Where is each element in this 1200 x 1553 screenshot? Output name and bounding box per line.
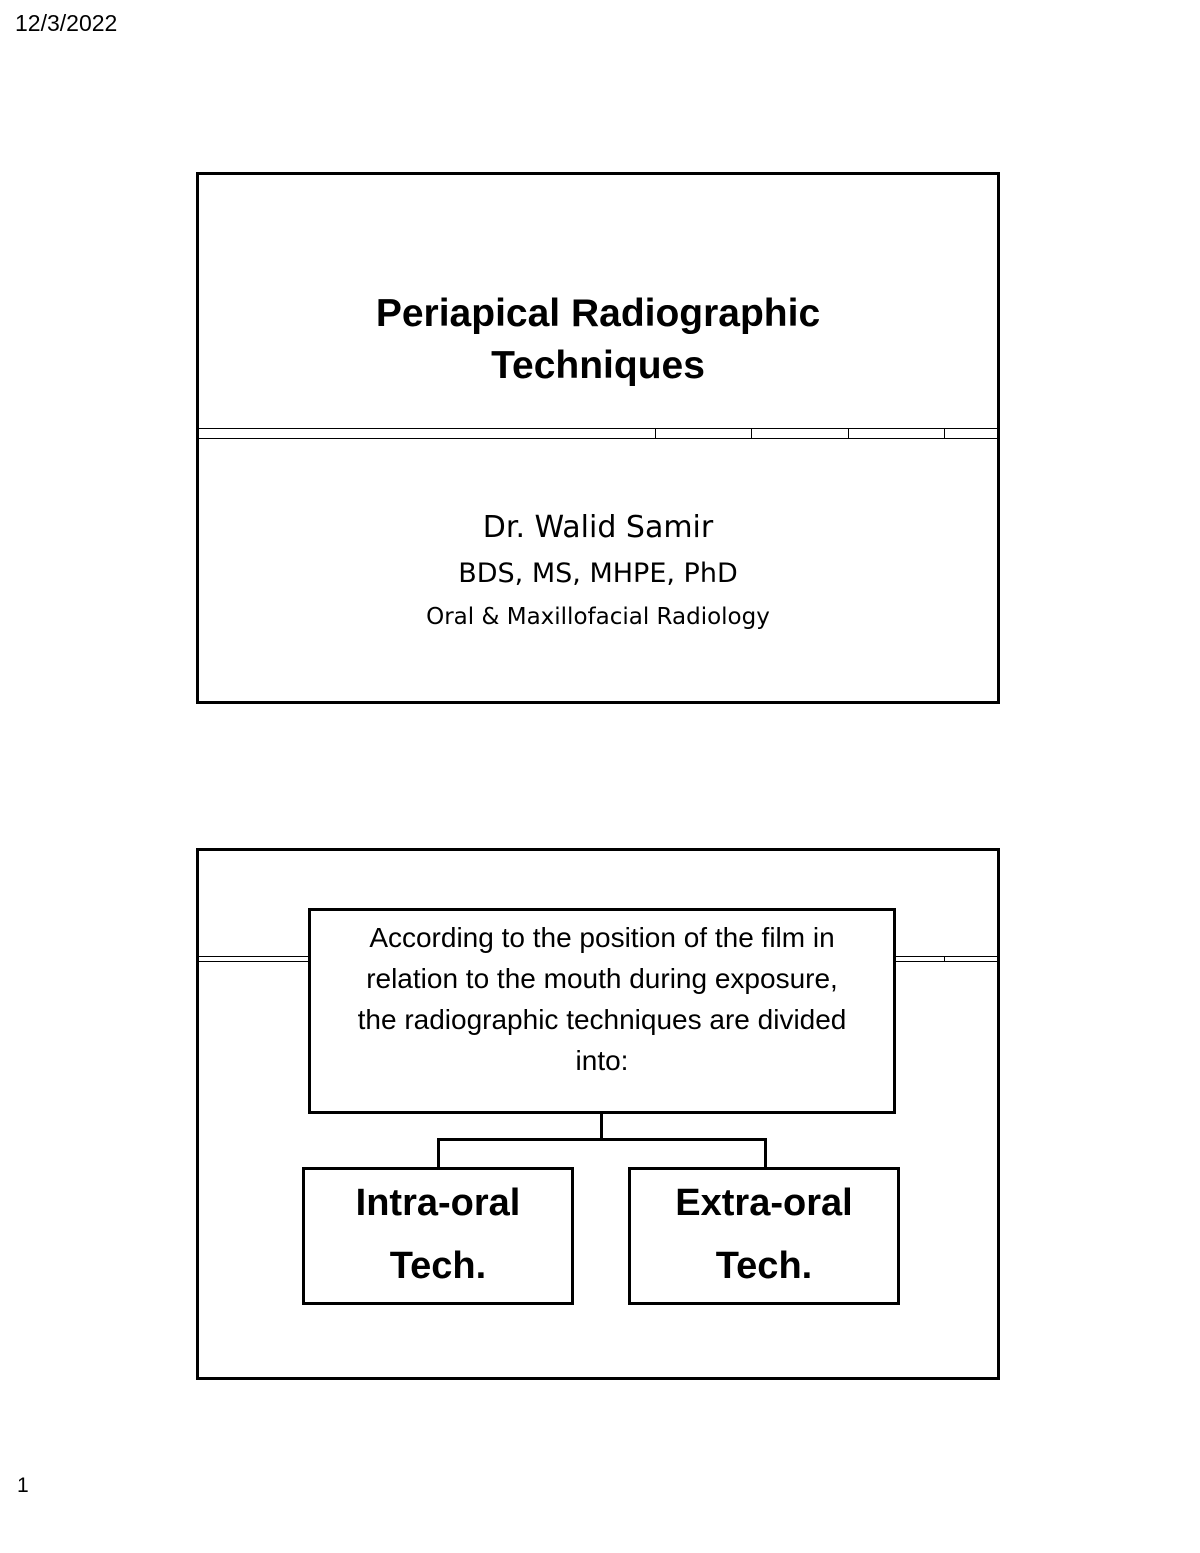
divider-tick	[944, 956, 945, 961]
diagram-child-extra-oral	[628, 1167, 900, 1305]
connector-vertical-root	[600, 1114, 603, 1140]
diagram-root-line: into:	[575, 1045, 629, 1076]
diagram-root-line: According to the position of the film in	[369, 922, 835, 953]
child-line: Intra-oral	[355, 1182, 521, 1224]
author-degrees: BDS, MS, MHPE, PhD	[458, 558, 738, 589]
slide-1	[196, 172, 1000, 704]
page-number: 1	[17, 1474, 29, 1497]
divider-line-bottom	[199, 438, 997, 439]
diagram-root-line: the radiographic techniques are divided	[357, 1004, 847, 1035]
child-line: Tech.	[715, 1245, 813, 1287]
divider-tick	[751, 428, 752, 438]
child-line: Tech.	[389, 1245, 487, 1287]
diagram-root-line: relation to the mouth during exposure,	[366, 963, 838, 994]
divider-tick	[848, 428, 849, 438]
page-date: 12/3/2022	[15, 10, 118, 36]
slide-2	[196, 848, 1000, 1380]
divider-tick	[655, 428, 656, 438]
connector-vertical-right	[764, 1138, 767, 1167]
author-block	[199, 505, 997, 637]
divider-tick	[944, 428, 945, 438]
author-department: Oral & Maxillofacial Radiology	[426, 604, 770, 630]
slide-title-line-2: Techniques	[491, 344, 705, 387]
child-text	[675, 1172, 852, 1298]
author-name: Dr. Walid Samir	[482, 510, 714, 545]
diagram-root-text	[358, 917, 847, 1081]
connector-vertical-left	[437, 1138, 440, 1167]
slide-title-line-1: Periapical Radiographic	[375, 292, 821, 335]
diagram-root-box	[308, 908, 896, 1114]
divider-line-top	[199, 428, 997, 429]
child-text	[356, 1172, 521, 1298]
child-line: Extra-oral	[675, 1182, 853, 1224]
connector-horizontal	[437, 1138, 767, 1141]
slide-title	[199, 288, 997, 392]
diagram-child-intra-oral	[302, 1167, 574, 1305]
